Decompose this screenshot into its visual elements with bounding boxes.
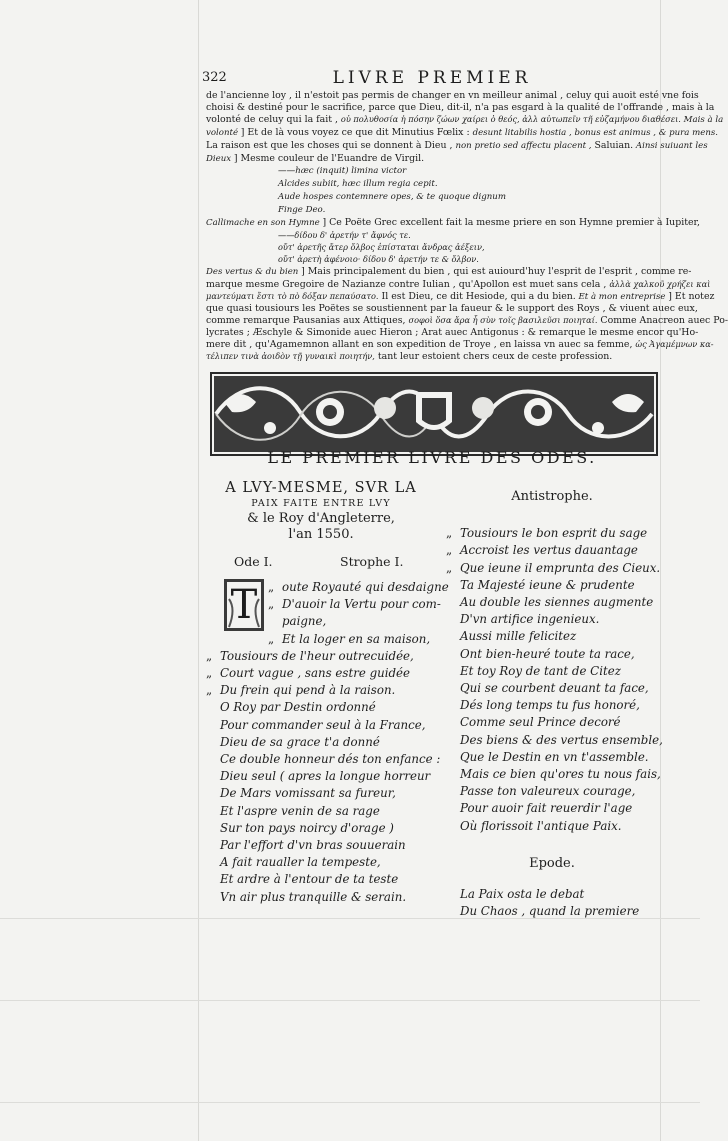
ode-title-line: PAIX FAITE ENTRE LVY (251, 498, 391, 509)
quotation-mark: „ (268, 580, 275, 594)
verse-text: Pour auoir fait reuerdir l'age (460, 801, 633, 816)
verse-text: Et l'aspre venin de sa rage (220, 803, 380, 818)
verse-line (446, 611, 658, 628)
commentary-text-run: volonté de celuy qui la fait , (206, 113, 341, 125)
verse-line (446, 646, 658, 663)
commentary-text-run: marque mesme Gregoire de Nazianze contre Iulian , qu'Apollon est muet sans cela , (206, 278, 610, 290)
verse-text: D'auoir la Vertu pour com- (282, 597, 441, 612)
verse-line (446, 577, 658, 594)
scan-guide-line (0, 1000, 700, 1001)
ode-left-column (206, 480, 449, 906)
verse-line (206, 648, 436, 665)
quotation-mark: „ (268, 597, 275, 612)
commentary-text-run: Saluian. (591, 139, 634, 151)
verse-line (446, 886, 658, 903)
verse-text: Court vague , sans estre guidée (220, 666, 411, 681)
commentary-line (206, 242, 658, 254)
verse-text: Ta Majesté ieune & prudente (460, 577, 635, 592)
verse-line (446, 680, 658, 697)
quotation-mark: „ (206, 683, 213, 698)
latin-quote: ——hæc (inquit) limina victor (278, 166, 407, 177)
lemma-text: Mais à la (680, 114, 724, 125)
verse-text: Mais ce bien qu'ores tu nous fais, (460, 767, 661, 782)
verse-line (206, 837, 436, 854)
commentary-line (206, 90, 699, 102)
verse-line (206, 717, 436, 734)
commentary-line (206, 230, 658, 242)
strophe-verses (206, 579, 449, 906)
quotation-mark: „ (206, 648, 213, 663)
latin-quote: desunt litabilis hostia , bonus est animus , & pura mens. (472, 127, 719, 138)
commentary-line (206, 290, 715, 304)
verse-text: Au double les siennes augmente (460, 595, 654, 610)
quotation-mark: „ (446, 526, 453, 541)
commentary-text-run: Comme Anacreon auec Po- (597, 315, 728, 327)
verse-text: Ce double honneur dés ton enfance : (220, 752, 441, 767)
verse-text: De Mars vomissant sa fureur, (220, 786, 396, 801)
commentary-line (206, 339, 714, 351)
lemma-text: Des vertus & du bien (206, 266, 302, 277)
verse-line (446, 628, 658, 645)
dropcap-ornament (224, 579, 264, 631)
quotation-mark: „ (206, 666, 213, 681)
lemma-text: Callimache en son Hymne (206, 218, 323, 229)
verse-line (446, 818, 658, 835)
commentary-text-run: ] Mais principalement du bien , qui est auiourd'huy l'esprit de l'esprit , comme re- (301, 265, 692, 277)
epode-label: Epode. (529, 855, 575, 871)
verse-text: oute Royauté qui desdaigne (282, 580, 449, 594)
commentary-line (206, 165, 658, 178)
verse-line (446, 800, 658, 817)
verse-text: Et la loger en sa maison, (282, 631, 431, 646)
ode-title-line: l'an 1550. (288, 527, 354, 542)
verse-text: Et ardre à l'entour de ta teste (220, 872, 399, 887)
scan-guide-line (0, 1102, 700, 1103)
commentary-text-run: choisi & destiné pour le sacrifice, parce que Dieu, dit-il, n'a pas esgard à la qualité de l'offrande , mais à la (206, 101, 715, 113)
verse-line (206, 820, 436, 837)
latin-quote: Aude hospes contemnere opes, & te quoque dignum (278, 192, 506, 203)
verse-line (446, 749, 658, 766)
commentary-text-run: mere dit , qu'Agamemnon allant en son expedition de Troye , en laissa vn auec sa femme, (206, 339, 636, 351)
lemma-text: Dieux (206, 153, 234, 164)
greek-quote: μαντεύματι ἔστι τὸ πὸ δόξαν πεπαύσατο. (206, 290, 379, 301)
latin-quote: Alcides subiit, hæc illum regia cepit. (278, 179, 438, 190)
commentary-line (206, 303, 698, 315)
verse-text: Du frein qui pend à la raison. (220, 683, 396, 698)
verse-text: Comme seul Prince decoré (460, 715, 621, 730)
verse-text: D'vn artifice ingenieux. (460, 612, 600, 627)
commentary-line (206, 351, 658, 363)
latin-quote: Finge Deo. (278, 205, 326, 216)
greek-quote: οὔτ' ἀρετῆς ἄτερ ὄλβος ἐπίσταται ἄνδρας ἀέξειν, (278, 241, 485, 252)
ode-right-column (446, 480, 663, 920)
greek-quote: ἀλλὰ χαλκοῦ χρήζει καὶ (609, 278, 711, 289)
verse-line (206, 665, 436, 682)
commentary-text-run: ] Et de là vous voyez ce que dit Minutius Fœlix : (240, 126, 473, 138)
commentary-line (206, 113, 724, 127)
verse-line (446, 594, 658, 611)
ode-title-line: & le Roy d'Angleterre, (247, 511, 395, 526)
commentary-text-run: La raison est que les choses qui se donnent à Dieu , (206, 139, 456, 151)
verse-text: Ont bien-heuré toute ta race, (460, 646, 635, 661)
verse-line (446, 903, 658, 920)
commentary-line (206, 327, 699, 339)
verse-line (446, 783, 658, 800)
commentary-line (206, 126, 719, 140)
commentary-line (206, 265, 692, 279)
verse-text: Aussi mille felicitez (460, 629, 577, 644)
antistrophe-verses (446, 525, 663, 835)
commentary-line (206, 153, 658, 166)
page-number: 322 (202, 70, 227, 85)
verse-line (206, 699, 436, 716)
verse-text: Pour commander seul à la France, (220, 717, 426, 732)
verse-line (446, 766, 661, 783)
greek-quote: οὔτ' ἀρετὴ ἀφένοιο· δίδου δ' ἀρετήν τε & ὄλβον. (278, 253, 479, 264)
commentary-line (206, 101, 715, 114)
book-title: LE PREMIER LIVRE DES ODES. (267, 448, 597, 467)
verse-text: O Roy par Destin ordonné (220, 700, 376, 715)
verse-text: Accroist les vertus dauantage (460, 543, 638, 558)
verse-text: Du Chaos , quand la premiere (460, 904, 640, 919)
lemma-text: Ainsi suiuant les (633, 140, 708, 151)
commentary-line (206, 217, 700, 230)
verse-line (446, 732, 663, 749)
page-header (202, 68, 658, 90)
commentary-text-run: lycrates ; Æschyle & Simonide auec Hieron ; Arat auec Antigonus : & remarque le mesme encor qu'Ho- (206, 327, 699, 339)
verse-line (206, 631, 436, 648)
verse-line (446, 714, 658, 731)
greek-quote: τέλιπεν τινὰ ἀοιδὸν τῇ γυναικὶ ποιητήν, (206, 351, 375, 362)
commentary-text (206, 90, 728, 363)
verse-text: Dés long temps tu fus honoré, (460, 698, 640, 713)
verse-line (206, 682, 436, 699)
lemma-text: Et à mon entreprise (575, 291, 669, 302)
commentary-line (206, 254, 658, 266)
greek-quote: οὐ πολυθοσία ἡ πόσην ζώων χαίρει ὁ θεός, ἀλλ αὐτωπεῖν τῆ εὐζαμήνου διαθέσει. (340, 113, 681, 124)
commentary-text-run: que quasi tousiours les Poëtes se soustiennent par la faueur & le support des Roys , & viuent auec eux, (206, 303, 698, 315)
verse-text: Tousiours le bon esprit du sage (460, 526, 648, 541)
verse-line (446, 525, 658, 542)
verse-text: La Paix osta le debat (460, 887, 585, 902)
verse-line (206, 734, 436, 751)
dropcap-letter: T (230, 582, 258, 628)
commentary-text-run: de l'ancienne loy , il n'estoit pas permis de changer en vn meilleur animal , celuy qui auoit esté vne fois (206, 90, 699, 101)
verse-text: Vn air plus tranquille & serain. (220, 889, 407, 904)
verse-line (446, 560, 661, 577)
ode-title-line: A LVY-MESME, SVR LA (225, 480, 417, 496)
verse-text: paigne, (282, 614, 327, 629)
latin-quote: non pretio sed affectu placent , (455, 140, 592, 151)
verse-text: Passe ton valeureux courage, (460, 784, 636, 799)
verse-line (206, 768, 436, 785)
quotation-mark: „ (446, 543, 453, 558)
verse-text: Où florissoit l'antique Paix. (460, 818, 622, 833)
strophe-label: Strophe I. (340, 554, 404, 569)
commentary-text-run: ] Et notez (668, 290, 715, 302)
commentary-line (206, 191, 658, 204)
antistrophe-label: Antistrophe. (511, 489, 593, 504)
verse-text: Dieu seul ( apres la longue horreur (220, 769, 431, 784)
quotation-mark: „ (268, 631, 275, 646)
commentary-line (206, 139, 708, 153)
ode-label: Ode I. (234, 554, 273, 569)
commentary-line (206, 204, 658, 217)
verse-line (446, 663, 658, 680)
greek-quote: ὡς Ἀγαμέμνων κα- (635, 339, 714, 350)
epode-verses (446, 886, 658, 920)
lemma-text: volonté (206, 127, 241, 138)
verse-line (446, 697, 658, 714)
commentary-line (206, 278, 711, 291)
verse-line (206, 871, 436, 888)
verse-text: Que le Destin en vn t'assemble. (460, 749, 649, 764)
verse-line (446, 542, 658, 559)
commentary-line (206, 315, 728, 327)
verse-text: Sur ton pays noircy d'orage ) (220, 820, 394, 835)
verse-line (206, 751, 441, 768)
greek-quote: σοφοὶ ὅσα ἄρα ἦ σὺν τοῖς βασιλεῦσι ποιηταί. (408, 315, 598, 326)
commentary-line (206, 178, 658, 191)
verse-text: Des biens & des vertus ensemble, (460, 732, 663, 747)
commentary-text-run: tant leur estoient chers ceux de ceste profession. (374, 351, 613, 363)
verse-line (206, 785, 436, 802)
ode-heading-row (206, 553, 436, 571)
greek-quote: ——δίδου δ' ἀρετήν τ' ἄφνός τε. (278, 229, 411, 240)
verse-text: Dieu de sa grace t'a donné (220, 734, 380, 749)
verse-line (206, 803, 436, 820)
commentary-text-run: Il est Dieu, ce dit Hesiode, qui a du bien. (378, 290, 576, 302)
quotation-mark: „ (446, 560, 453, 575)
verse-line (206, 889, 436, 906)
verse-text: Que ieune il emprunta des Cieux. (460, 560, 661, 575)
running-head: LIVRE PREMIER (332, 68, 532, 88)
verse-text: Qui se courbent deuant ta face, (460, 681, 649, 696)
verse-text: Tousiours de l'heur outrecuidée, (220, 648, 414, 663)
commentary-text-run: ] Mesme couleur de l'Euandre de Virgil. (233, 152, 425, 164)
verse-text: Et toy Roy de tant de Citez (460, 663, 621, 678)
verse-text: Par l'effort d'vn bras souuerain (220, 838, 406, 853)
commentary-text-run: ] Ce Poëte Grec excellent fait la mesme priere en son Hymne premier à Iupiter, (322, 217, 700, 229)
commentary-text-run: comme remarque Pausanias aux Attiques, (206, 315, 409, 327)
verse-text: A fait raualler la tempeste, (220, 855, 381, 870)
verse-line (206, 854, 436, 871)
decorative-ornament-band (210, 372, 658, 456)
scan-guide-line (198, 0, 199, 1141)
